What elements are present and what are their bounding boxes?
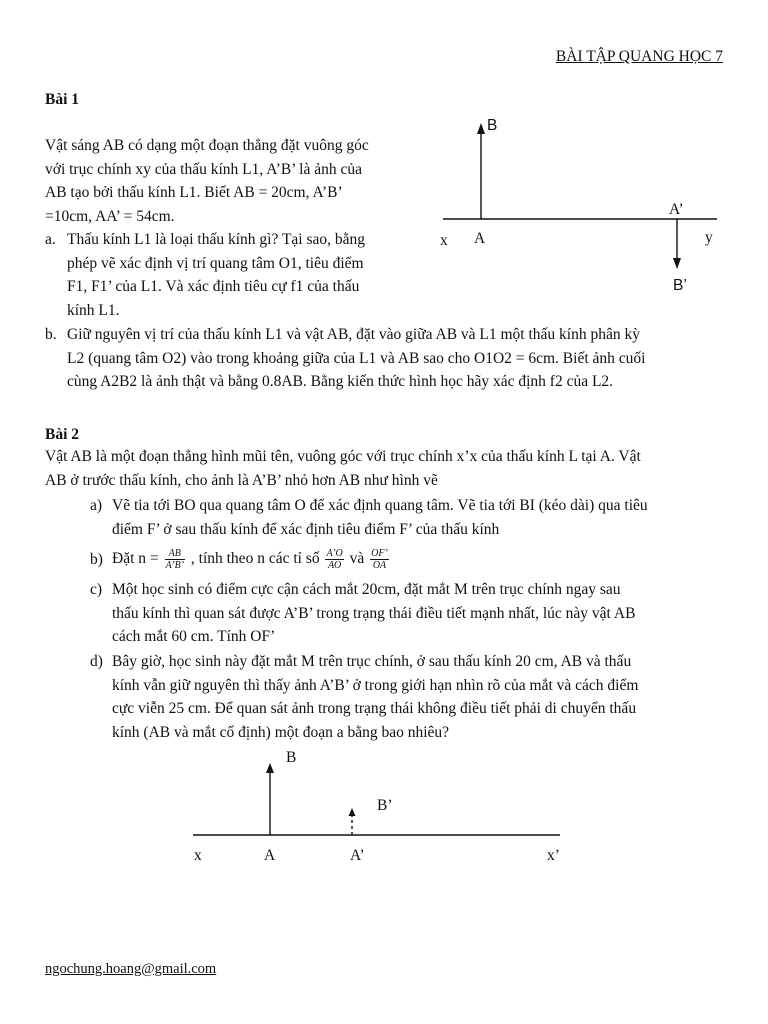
exercise-2-item-c [90,578,730,649]
exercise-2-intro [45,445,735,492]
label-x: x [194,847,202,864]
fraction-numerator: OF’ [371,547,388,559]
exercise-2-heading: Bài 2 [45,426,80,443]
fraction-ab-over-a-prime-b-prime [165,548,186,571]
intro-line: Vật AB là một đoạn thẳng hình mũi tên, vuông góc với trục chính x’x của thấu kính L tại A. Vật [45,448,641,465]
fraction-a-prime-o-over-ao [325,548,343,571]
label-b-prime: B’ [673,277,687,294]
item-marker: a. [45,231,56,248]
item-line: L2 (quang tâm O2) vào trong khoảng giữa của L1 và AB sao cho O1O2 = 6cm. Biết ảnh cuối [67,349,646,367]
exercise-2-item-b [90,544,730,578]
exercise-1-item-b [45,323,735,394]
label-b: B [286,749,297,766]
label-a: A [264,847,276,864]
item-line: Bây giờ, học sinh này đặt mắt M trên trục chính, ở sau thấu kính 20 cm, AB và thấu [112,653,632,670]
item-marker: c) [90,581,103,598]
fraction-denominator: AO [327,559,342,571]
intro-line: =10cm, AA’ = 54cm. [45,207,175,225]
exercise-1-intro [45,134,415,228]
item-marker: b) [90,551,103,568]
item-line: phép vẽ xác định vị trí quang tâm O1, tiêu điểm [67,254,364,272]
item-line: F1, F1’ của L1. Và xác định tiêu cự f1 của thấu [67,278,360,295]
label-y: y [705,229,713,246]
item-text: , tính theo n các tỉ số [190,550,320,567]
fraction-denominator: OA [372,559,387,571]
exercise-1-figure [425,110,735,300]
item-marker: d) [90,653,103,670]
exercise-2-item-d [90,650,730,744]
item-line: Thấu kính L1 là loại thấu kính gì? Tại sao, bằng [67,231,366,248]
label-b: B [487,117,498,134]
item-line: điểm F’ ở sau thấu kính để xác định tiêu điểm F’ của thấu kính [112,520,500,538]
fraction-numerator: A’O [326,547,343,559]
item-marker: b. [45,326,57,343]
item-marker: a) [90,497,103,514]
intro-line: AB ở trước thấu kính, cho ảnh là A’B’ nhỏ hơn AB như hình vẽ [45,471,438,489]
item-line: cách mắt 60 cm. Tính OF’ [112,628,276,645]
object-ab-arrowhead [477,123,485,134]
label-a-prime: A’ [350,847,365,864]
item-line: cực viễn 25 cm. Để quan sát ảnh trong trạng thái không điều tiết phải di chuyển thấu [112,700,637,717]
item-line: thấu kính thì quan sát được A’B’ trong trạng thái điều tiết mạnh nhất, lúc này vật AB [112,604,636,622]
exercise-2-item-a [90,494,730,541]
fraction-numerator: AB [165,548,186,560]
intro-line: AB tạo bởi thấu kính L1. Biết AB = 20cm, A’B’ [45,184,343,201]
item-line: Vẽ tia tới BO qua quang tâm O để xác định quang tâm. Vẽ tia tới BI (kéo dài) qua tiêu [112,497,648,514]
item-line: Giữ nguyên vị trí của thấu kính L1 và vật AB, đặt vào giữa AB và L1 một thấu kính phân kỳ [67,326,640,343]
label-a-prime: A’ [669,201,684,218]
author-email-link[interactable]: ngochung.hoang@gmail.com [45,961,217,977]
item-line: kính vẫn giữ nguyên thì thấy ảnh A’B’ ở trong giới hạn nhìn rõ của mắt và cách điểm [112,676,639,694]
page-title: BÀI TẬP QUANG HỌC 7 [555,48,723,65]
label-x: x [440,232,448,249]
image-ab-arrowhead [673,258,681,269]
label-a: A [474,230,486,247]
image-ab-arrowhead [349,808,356,816]
intro-line: Vật sáng AB có dạng một đoạn thẳng đặt vuông góc [45,137,369,154]
item-line: Một học sinh có điểm cực cận cách mắt 20cm, đặt mắt M trên trục chính ngay sau [112,581,621,598]
item-line: kính (AB và mắt cố định) một đoạn a bằng bao nhiêu? [112,723,450,741]
intro-line: với trục chính xy của thấu kính L1, A’B’ là ảnh của [45,160,362,178]
fraction-denominator: A’B’ [165,559,185,571]
item-text: Đặt n = [112,550,159,567]
label-x-prime: x’ [547,847,560,864]
item-text: và [349,550,365,567]
object-ab-arrowhead [266,763,274,773]
label-b-prime: B’ [377,797,393,814]
exercise-1-heading: Bài 1 [45,91,80,108]
fraction-of-prime-over-oa [370,548,389,571]
item-line: cùng A2B2 là ảnh thật và bằng 0.8AB. Bằng kiến thức hình học hãy xác định f2 của L2. [67,373,614,390]
exercise-1-item-a [45,228,415,322]
item-line: kính L1. [67,301,120,319]
